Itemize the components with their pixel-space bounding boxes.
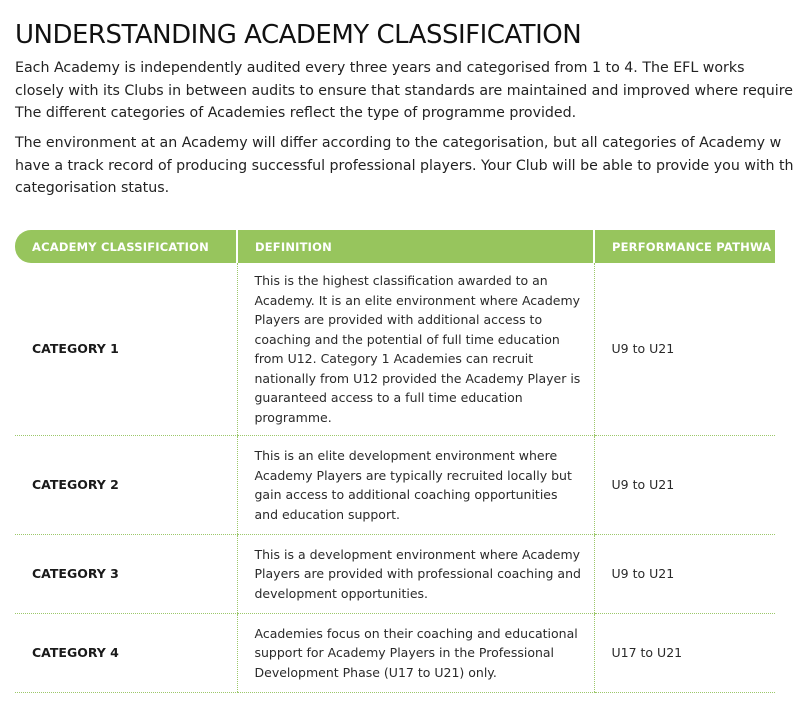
intro-paragraph-1	[15, 57, 793, 125]
intro-paragraph-1-line: Each Academy is independently audited every three years and categorised from 1 to 4. The EFL works	[15, 60, 745, 76]
header-performance-pathway: PERFORMANCE PATHWA	[594, 230, 775, 263]
category-cell: CATEGORY 3	[15, 535, 237, 614]
intro-paragraph-2-line: The environment at an Academy will differ according to the categorisation, but all categories of Academy w	[15, 135, 782, 151]
intro-paragraph-2-line: have a track record of producing successful professional players. Your Club will be able to provide you with th	[15, 157, 794, 174]
table-row	[15, 436, 775, 535]
definition-cell: This is an elite development environment where Academy Players are typically recruited locally but gain access to additional coaching opportunities and education support.	[237, 436, 594, 535]
table-row	[15, 263, 775, 436]
definition-cell: This is a development environment where Academy Players are provided with professional coaching and development opportunities.	[237, 535, 594, 614]
intro-paragraph-2-line: categorisation status.	[15, 180, 170, 196]
pathway-cell: U9 to U21	[594, 263, 775, 436]
category-cell: CATEGORY 4	[15, 614, 237, 693]
header-definition: DEFINITION	[237, 230, 594, 263]
pathway-cell: U17 to U21	[594, 614, 775, 693]
category-cell: CATEGORY 2	[15, 436, 237, 535]
table-header-row	[15, 230, 775, 263]
category-cell: CATEGORY 1	[15, 263, 237, 436]
table-row	[15, 535, 775, 614]
intro-paragraph-1-line: The different categories of Academies reflect the type of programme provided.	[15, 105, 577, 121]
header-academy-classification: ACADEMY CLASSIFICATION	[15, 230, 237, 263]
classification-table	[15, 230, 775, 693]
pathway-cell: U9 to U21	[594, 535, 775, 614]
definition-cell: Academies focus on their coaching and educational support for Academy Players in the Professional Development Phase (U17 to U21) only.	[237, 614, 594, 693]
pathway-cell: U9 to U21	[594, 436, 775, 535]
intro-paragraph-1-line: closely with its Clubs in between audits to ensure that standards are maintained and improved where require	[15, 82, 793, 99]
definition-cell: This is the highest classification awarded to an Academy. It is an elite environment where Academy Players are provided with additional access to coaching and the potential of full time education from U12. Category 1 Academies can recruit nationally from U12 provided the Academy Player is guaranteed access to a full time education programme.	[237, 263, 594, 436]
intro-paragraph-2	[15, 132, 794, 200]
table-row	[15, 614, 775, 693]
page-title: UNDERSTANDING ACADEMY CLASSIFICATION	[15, 20, 582, 50]
